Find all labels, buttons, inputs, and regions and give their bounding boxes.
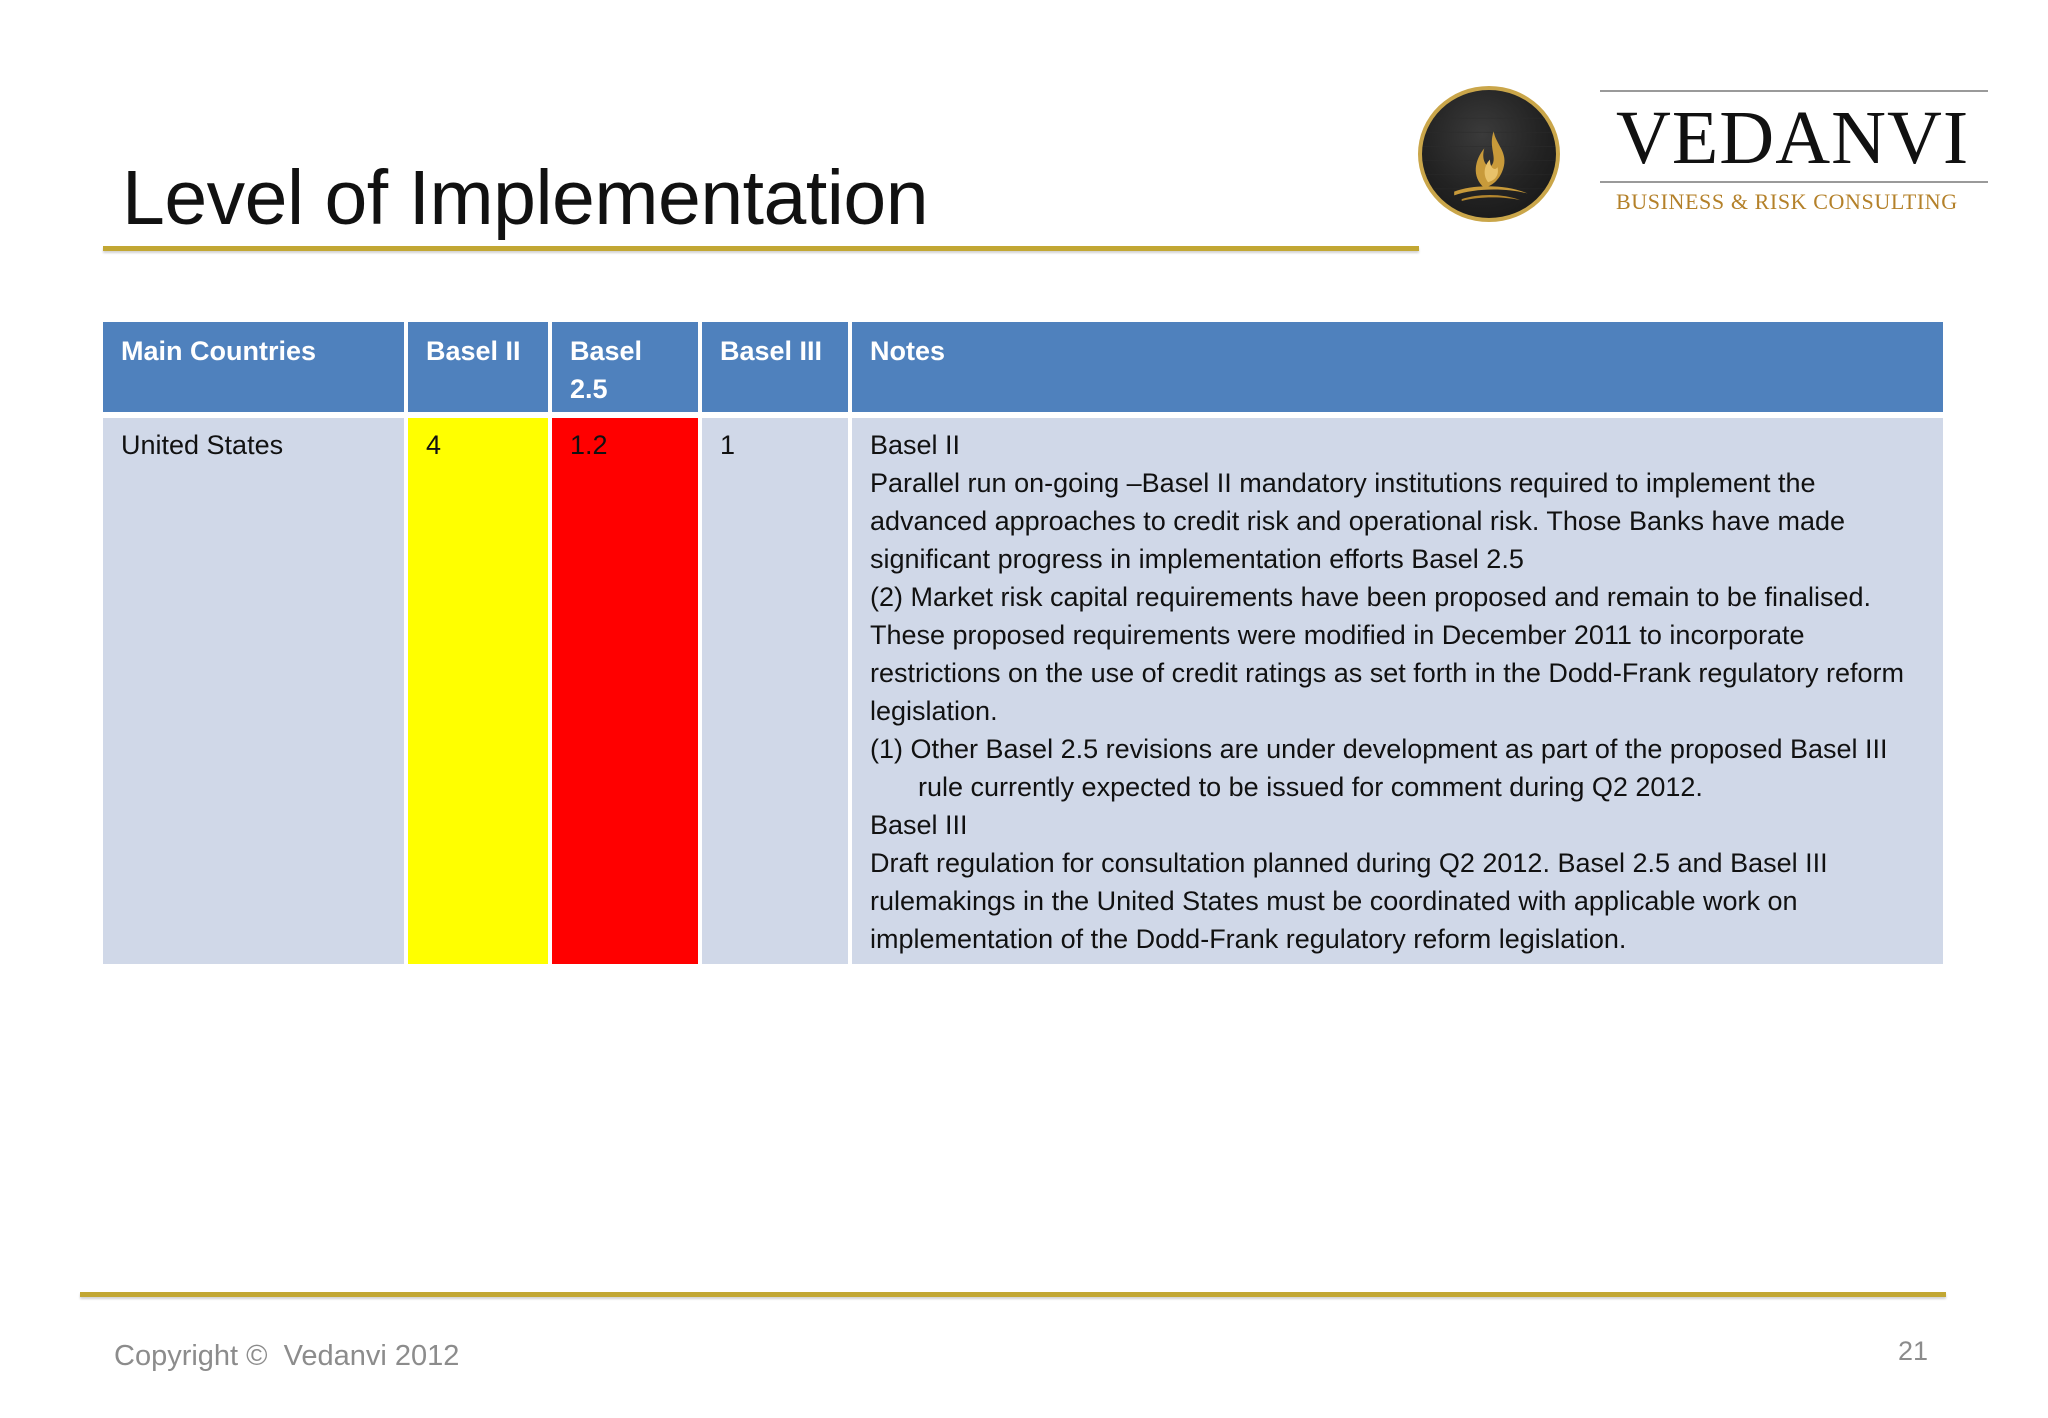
company-logo xyxy=(1418,82,1978,232)
cell-notes xyxy=(852,418,1943,964)
header-basel-iii: Basel III xyxy=(702,322,848,412)
logo-rule-top xyxy=(1600,90,1988,92)
footer-divider xyxy=(80,1292,1946,1297)
notes-paragraph: Parallel run on-going –Basel II mandatory institutions required to implement the advanced approaches to credit risk and operational risk. Those Banks have made significant progress in implementation efforts Basel 2.5 xyxy=(870,468,1846,574)
header-basel-ii: Basel II xyxy=(408,322,548,412)
logo-tagline: BUSINESS & RISK CONSULTING xyxy=(1616,189,1958,214)
header-notes: Notes xyxy=(852,322,1943,412)
notes-paragraph: (2) Market risk capital requirements have been proposed and remain to be finalised. These proposed requirements were modified in December 2011 to incorporate restrictions on the use of credit ratings as set forth in the Dodd-Frank regulatory reform legislation. xyxy=(870,582,1904,726)
table-row xyxy=(103,418,1943,964)
header-main-countries: Main Countries xyxy=(103,322,404,412)
header-basel-2-5: Basel 2.5 xyxy=(552,322,698,412)
logo-wordmark xyxy=(1598,82,1988,222)
logo-rule-middle xyxy=(1600,181,1988,183)
cell-basel-iii: 1 xyxy=(702,418,848,964)
notes-paragraph: Draft regulation for consultation planned during Q2 2012. Basel 2.5 and Basel III rulemakings in the United States must be coordinated with applicable work on implementation of the Dodd-Frank regulatory reform legislation. xyxy=(870,848,1828,954)
notes-heading-basel-ii: Basel II xyxy=(870,430,961,460)
slide-title: Level of Implementation xyxy=(122,154,929,241)
golden-flame-emblem-icon xyxy=(1418,86,1560,222)
notes-heading-basel-iii: Basel III xyxy=(870,810,968,840)
cell-basel-2-5: 1.2 xyxy=(552,418,698,964)
page-number: 21 xyxy=(1897,1336,1928,1366)
notes-numbered-item: (1) Other Basel 2.5 revisions are under development as part of the proposed Basel III rule currently expected to be issued for comment during Q2 2012. xyxy=(870,734,1888,802)
cell-basel-ii: 4 xyxy=(408,418,548,964)
logo-name: VEDANVI xyxy=(1616,96,1970,180)
implementation-table xyxy=(99,316,1947,970)
cell-country: United States xyxy=(103,418,404,964)
table-header-row xyxy=(103,322,1943,412)
footer-copyright: Copyright © Vedanvi 2012 xyxy=(114,1340,460,1372)
title-divider xyxy=(103,246,1419,251)
